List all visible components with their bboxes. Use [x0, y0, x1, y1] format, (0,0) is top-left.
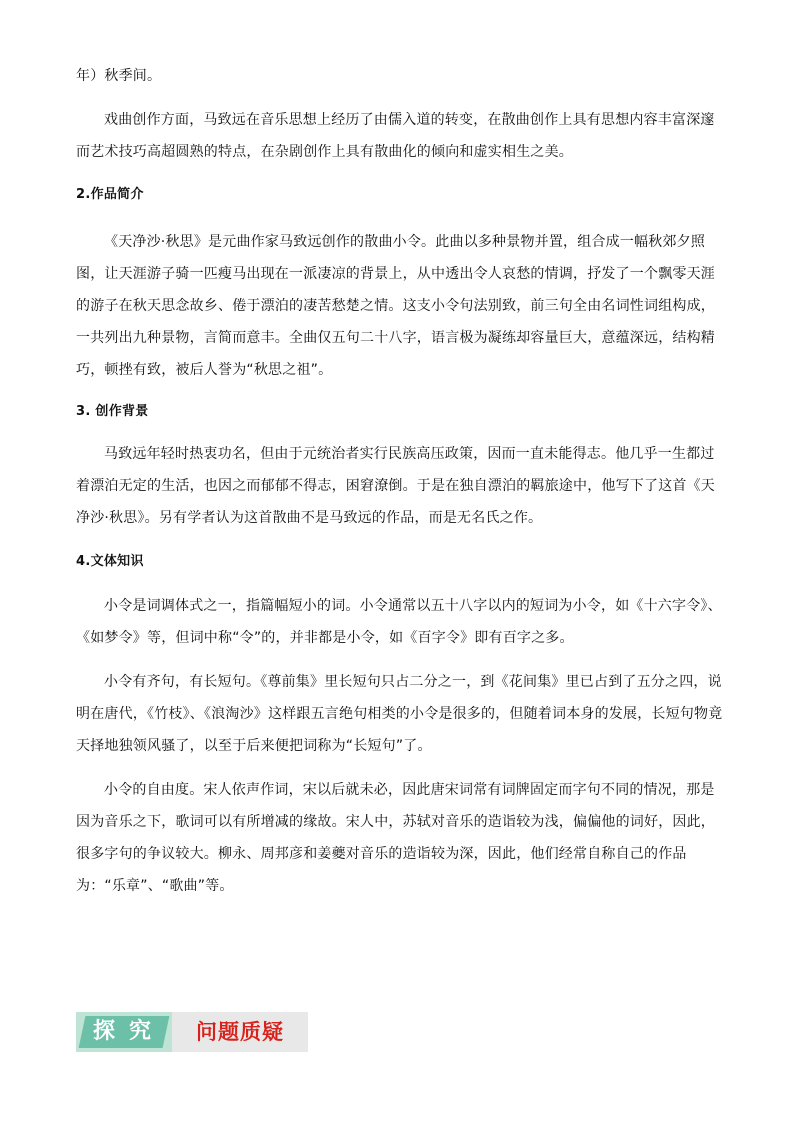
banner-right-label: 问题质疑 [196, 1020, 284, 1044]
banner-left-block [76, 1012, 172, 1052]
banner-right-block [172, 1012, 308, 1052]
section-heading-genre: 4.文体知识 [76, 554, 144, 569]
continuation-line: 年）秋季间。 [76, 68, 162, 84]
banner-left-label: 探究 [92, 1019, 165, 1044]
genre-paragraph-2: 小令有齐句，有长短句。《尊前集》里长短句只占二分之一，到《花间集》里已占到了五分之四，说明在唐代，《竹枝》、《浪淘沙》这样跟五言绝句相类的小令是很多的，但随着词本身的发展，长短句物竟天择地独领风骚了，以至于后来便把词称为“长短句”了。 [76, 674, 723, 754]
genre-paragraph-3: 小令的自由度。宋人依声作词，宋以后就未必，因此唐宋词常有词牌固定而字句不同的情况，那是因为音乐之下，歌词可以有所增减的缘故。宋人中，苏轼对音乐的造诣较为浅，偏偏他的词好，因此，很多字句的争议较大。柳永、周邦彦和姜夔对音乐的造诣较为深，因此，他们经常自称自己的作品为：“乐章”、“歌曲”等。 [76, 782, 715, 894]
work-intro-paragraph: 《天净沙·秋思》是元曲作家马致远创作的散曲小令。此曲以多种景物并置，组合成一幅秋郊夕照图，让天涯游子骑一匹瘦马出现在一派凄凉的背景上，从中透出令人哀愁的情调，抒发了一个飘零天涯的游子在秋天思念故乡、倦于漂泊的凄苦愁楚之情。这支小令句法别致，前三句全由名词性词组构成，一共列出九种景物，言简而意丰。全曲仅五句二十八字，语言极为凝练却容量巨大，意蕴深远，结构精巧，顿挫有致，被后人誉为“秋思之祖”。 [76, 234, 715, 378]
intro-paragraph: 戏曲创作方面，马致远在音乐思想上经历了由儒入道的转变，在散曲创作上具有思想内容丰富深邃而艺术技巧高超圆熟的特点，在杂剧创作上具有散曲化的倾向和虚实相生之美。 [76, 112, 715, 160]
genre-paragraph-1: 小令是词调体式之一，指篇幅短小的词。小令通常以五十八字以内的短词为小令，如《十六字令》、《如梦令》等，但词中称“令”的，并非都是小令，如《百字令》即有百字之多。 [76, 598, 722, 646]
section-heading-work-intro: 2.作品简介 [76, 187, 144, 202]
section-heading-background: 3. 创作背景 [76, 404, 149, 419]
explore-banner [76, 1012, 308, 1052]
background-paragraph: 马致远年轻时热衷功名，但由于元统治者实行民族高压政策，因而一直未能得志。他几乎一生都过着漂泊无定的生活，也因之而郁郁不得志，困窘潦倒。于是在独自漂泊的羁旅途中，他写下了这首《天净沙·秋思》。另有学者认为这首散曲不是马致远的作品，而是无名氏之作。 [76, 446, 715, 526]
